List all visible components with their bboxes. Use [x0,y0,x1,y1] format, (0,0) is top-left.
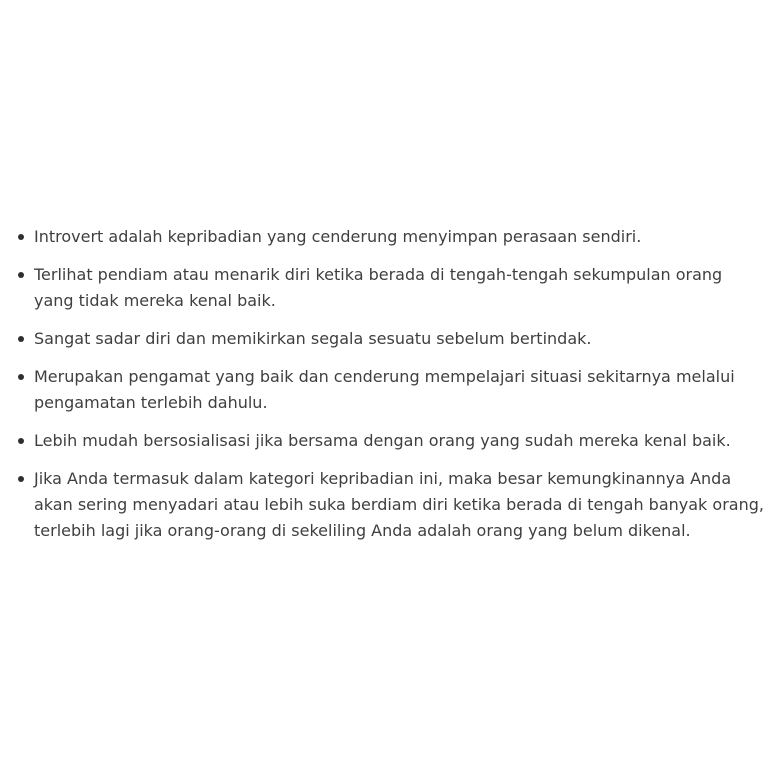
bullet-icon [18,272,24,278]
list-item-text: Introvert adalah kepribadian yang cenderung menyimpan perasaan sendiri. [34,227,642,246]
list-item [14,224,766,250]
list-item-text: Jika Anda termasuk dalam kategori kepribadian ini, maka besar kemungkinannya Anda akan​ sering menyadari atau lebih suka berdiam diri ketika berada di tengah banyak orang, terlebih​ lagi jika orang-orang di sekeliling Anda adalah orang yang belum dikenal. [34,469,764,540]
list-item [14,262,766,314]
bullet-list [14,224,766,556]
list-item-text: Lebih mudah bersosialisasi jika bersama dengan orang yang sudah mereka kenal baik. [34,431,731,450]
bullet-icon [18,234,24,240]
bullet-icon [18,374,24,380]
list-item [14,326,766,352]
list-item-text: Merupakan pengamat yang baik dan cenderung mempelajari situasi sekitarnya melalui​ pengamatan terlebih dahulu. [34,367,735,412]
list-item-text: Terlihat pendiam atau menarik diri ketika berada di tengah-tengah sekumpulan orang yang​ tidak mereka kenal baik. [34,265,723,310]
list-item [14,364,766,416]
bullet-icon [18,336,24,342]
list-item [14,428,766,454]
list-item-text: Sangat sadar diri dan memikirkan segala sesuatu sebelum bertindak. [34,329,592,348]
bullet-icon [18,438,24,444]
list-item [14,466,766,544]
bullet-icon [18,476,24,482]
